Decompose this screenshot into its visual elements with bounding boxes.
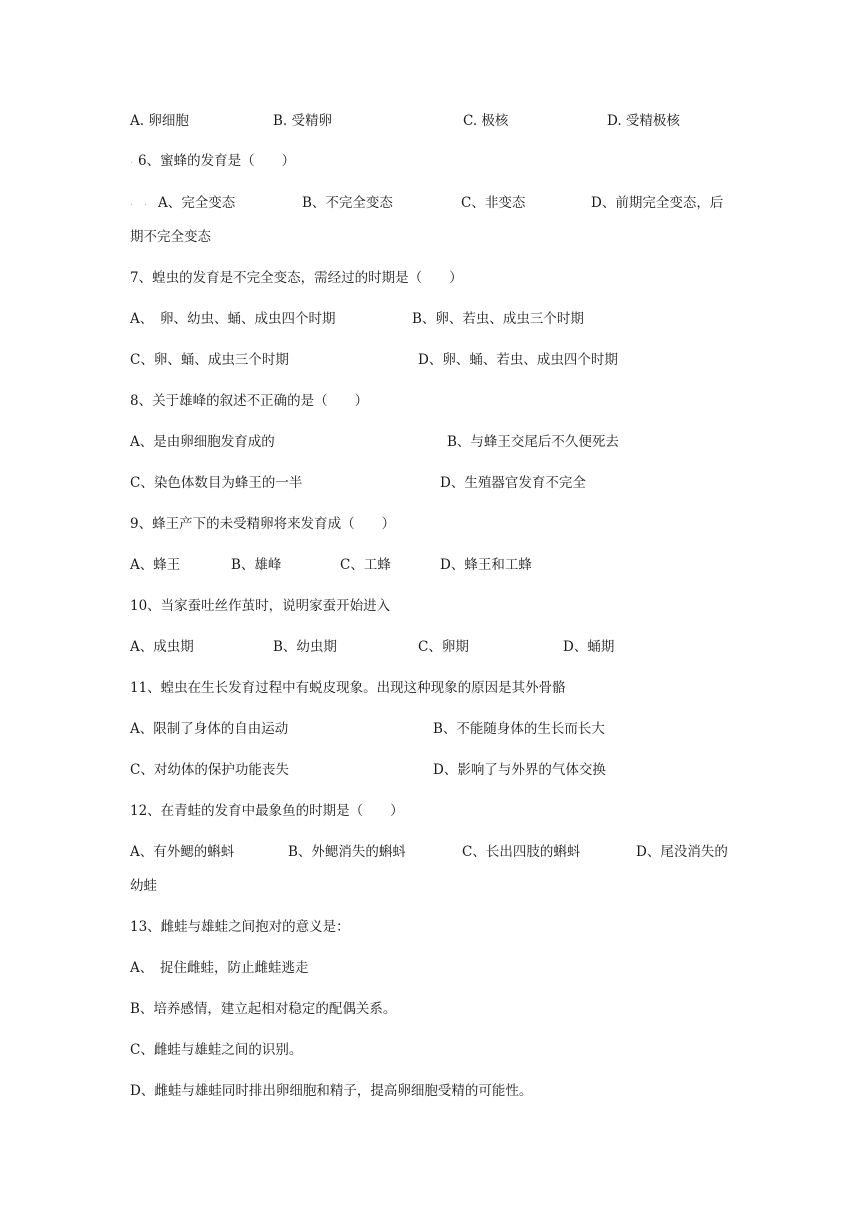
q12-option-d: D、尾没消失的 bbox=[636, 844, 728, 860]
q12-option-d-cont: 幼蛙 bbox=[130, 878, 157, 894]
q9-option-a: A、蜂王 bbox=[130, 557, 181, 573]
q5-option-b: B. 受精卵 bbox=[273, 113, 333, 129]
q10-options-row bbox=[0, 637, 860, 657]
q13-option-b: B、培养感情，建立起相对稳定的配偶关系。 bbox=[130, 1001, 397, 1017]
q11-option-a: A、限制了身体的自由运动 bbox=[130, 721, 289, 737]
q12-question-row bbox=[0, 801, 860, 821]
q6-option-b: B、不完全变态 bbox=[302, 195, 393, 211]
q8-options-row-1 bbox=[0, 432, 860, 452]
q10-option-b: B、幼虫期 bbox=[273, 639, 337, 655]
q8-option-b: B、与蜂王交尾后不久便死去 bbox=[447, 434, 619, 450]
q13-question: 13、雌蛙与雄蛙之间抱对的意义是： bbox=[130, 919, 350, 935]
q6-option-d-cont: 期不完全变态 bbox=[130, 229, 211, 245]
q11-option-c: C、对幼体的保护功能丧失 bbox=[130, 762, 289, 778]
q7-options-row-2 bbox=[0, 350, 860, 370]
q11-option-b: B、不能随身体的生长而长大 bbox=[433, 721, 605, 737]
q12-option-b: B、外鳃消失的蝌蚪 bbox=[288, 844, 406, 860]
q13-option-d: D、雌蛙与雄蛙同时排出卵细胞和精子，提高卵细胞受精的可能性。 bbox=[130, 1083, 533, 1099]
q6-option-c: C、非变态 bbox=[461, 195, 526, 211]
q9-question-row bbox=[0, 514, 860, 534]
q6-options-row-cont bbox=[0, 227, 860, 247]
q13-question-row bbox=[0, 917, 860, 937]
q9-option-c: C、工蜂 bbox=[340, 557, 391, 573]
q11-option-d: D、影响了与外界的气体交换 bbox=[433, 762, 606, 778]
q11-options-row-2 bbox=[0, 760, 860, 780]
q9-options-row bbox=[0, 555, 860, 575]
q5-option-d: D. 受精极核 bbox=[607, 113, 680, 129]
q8-question: 8、关于雄峰的叙述不正确的是（ ） bbox=[130, 393, 369, 409]
q11-question: 11、蝗虫在生长发育过程中有蜕皮现象。出现这种现象的原因是其外骨骼 bbox=[130, 680, 566, 696]
q5-option-a: A. 卵细胞 bbox=[130, 113, 189, 129]
q12-option-c: C、长出四肢的蝌蚪 bbox=[462, 844, 581, 860]
q7-option-a: A、 卵、幼虫、蛹、成虫四个时期 bbox=[130, 311, 336, 327]
q13-option-a-row bbox=[0, 958, 860, 978]
q11-question-row bbox=[0, 678, 860, 698]
q8-option-d: D、生殖器官发育不完全 bbox=[440, 475, 586, 491]
q9-question: 9、蜂王产下的未受精卵将来发育成（ ） bbox=[130, 516, 396, 532]
q12-question: 12、在青蛙的发育中最象鱼的时期是（ ） bbox=[130, 803, 404, 819]
q9-option-d: D、蜂王和工蜂 bbox=[440, 557, 532, 573]
q13-option-a: A、 捉住雌蛙，防止雌蛙逃走 bbox=[130, 960, 309, 976]
q10-option-a: A、成虫期 bbox=[130, 639, 194, 655]
q12-option-a: A、有外鳃的蝌蚪 bbox=[130, 844, 235, 860]
q6-question: 6、蜜蜂的发育是（ ） bbox=[138, 153, 296, 169]
q13-option-d-row bbox=[0, 1081, 860, 1101]
q13-option-c-row bbox=[0, 1040, 860, 1060]
margin-mark: . bbox=[130, 197, 134, 208]
q13-option-c: C、雌蛙与雄蛙之间的识别。 bbox=[130, 1042, 303, 1058]
q12-options-row-cont bbox=[0, 876, 860, 896]
q10-option-d: D、蛹期 bbox=[563, 639, 615, 655]
q7-options-row-1 bbox=[0, 309, 860, 329]
q10-question: 10、当家蚕吐丝作茧时，说明家蚕开始进入 bbox=[130, 598, 391, 614]
q7-question: 7、蝗虫的发育是不完全变态，需经过的时期是（ ） bbox=[130, 270, 463, 286]
q5-option-c: C. 极核 bbox=[463, 113, 509, 129]
q9-option-b: B、雄峰 bbox=[231, 557, 282, 573]
q8-question-row bbox=[0, 391, 860, 411]
q8-option-a: A、是由卵细胞发育成的 bbox=[130, 434, 275, 450]
q6-question-row bbox=[0, 151, 860, 171]
q7-option-c: C、卵、蛹、成虫三个时期 bbox=[130, 352, 289, 368]
q6-option-a: A、完全变态 bbox=[158, 195, 236, 211]
margin-mark: . bbox=[144, 197, 148, 208]
q8-option-c: C、染色体数目为蜂王的一半 bbox=[130, 475, 303, 491]
q7-option-d: D、卵、蛹、若虫、成虫四个时期 bbox=[418, 352, 618, 368]
q7-question-row bbox=[0, 268, 860, 288]
q11-options-row-1 bbox=[0, 719, 860, 739]
q10-option-c: C、卵期 bbox=[418, 639, 469, 655]
q8-options-row-2 bbox=[0, 473, 860, 493]
q7-option-b: B、卵、若虫、成虫三个时期 bbox=[412, 311, 584, 327]
q6-options-row bbox=[0, 193, 860, 213]
q10-question-row bbox=[0, 596, 860, 616]
q6-option-d: D、前期完全变态，后 bbox=[591, 195, 724, 211]
q5-options-row bbox=[0, 111, 860, 131]
margin-mark: . bbox=[130, 155, 134, 166]
q13-option-b-row bbox=[0, 999, 860, 1019]
q12-options-row bbox=[0, 842, 860, 862]
